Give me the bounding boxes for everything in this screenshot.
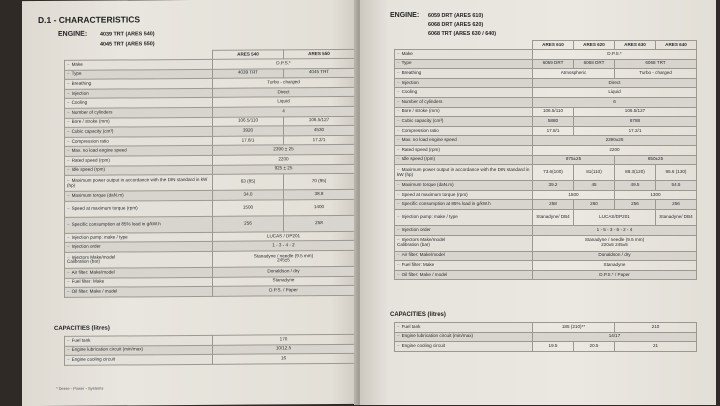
row-dash: – bbox=[397, 118, 400, 124]
row-dash: – bbox=[397, 146, 400, 152]
row-dash: – bbox=[67, 337, 70, 343]
spec-value: 70 (95) bbox=[284, 173, 355, 189]
row-dash: – bbox=[397, 79, 400, 85]
spec-row bbox=[395, 251, 697, 261]
row-dash: – bbox=[397, 70, 400, 76]
spec-value: D.P.S.* bbox=[533, 50, 697, 60]
row-dash: – bbox=[67, 279, 70, 285]
row-dash: – bbox=[397, 108, 400, 114]
spec-value: 4045 TRT bbox=[284, 68, 355, 78]
spec-label: – Number of cylinders bbox=[395, 97, 533, 107]
right-capacities-table bbox=[394, 322, 697, 352]
capacity-value: 21 bbox=[615, 342, 697, 352]
right-page bbox=[360, 0, 716, 405]
row-dash: – bbox=[67, 90, 70, 96]
spec-row bbox=[395, 88, 697, 98]
spec-value: 3920 bbox=[213, 126, 284, 136]
spec-row bbox=[395, 155, 697, 165]
spec-value: Donaldson / dry bbox=[213, 266, 355, 277]
spec-label: – Oil filter: Make / model bbox=[395, 270, 533, 280]
model-header: ARES 550 bbox=[284, 49, 355, 58]
spec-value: Liquid bbox=[213, 97, 355, 108]
row-dash: – bbox=[397, 271, 400, 277]
spec-value: 4039 TRT bbox=[213, 68, 284, 78]
spec-value: 39.2 bbox=[533, 181, 574, 191]
spec-value: 17.8/1 bbox=[533, 126, 574, 136]
spec-value: 2390±25 bbox=[533, 136, 697, 146]
row-dash: – bbox=[397, 166, 400, 172]
spec-value: Turbo - charged bbox=[213, 78, 355, 89]
row-dash: – bbox=[67, 61, 70, 67]
spec-label: – Compression ratio bbox=[395, 126, 533, 136]
spec-label: – Breathing bbox=[65, 79, 213, 90]
row-dash: – bbox=[397, 226, 400, 232]
capacity-value: 16 bbox=[213, 354, 355, 365]
spec-value: 54.5 bbox=[656, 181, 697, 191]
spec-label: – Bore / stroke (mm) bbox=[65, 117, 213, 128]
row-dash: – bbox=[67, 177, 70, 183]
row-dash: – bbox=[67, 221, 70, 227]
spec-value: 106.5/110 bbox=[533, 107, 574, 117]
left-capacities-table bbox=[64, 334, 355, 366]
spec-value: 925 ± 25 bbox=[213, 164, 355, 175]
spec-value: 1500 bbox=[533, 190, 615, 200]
spec-value: 6068 TRT bbox=[615, 59, 697, 69]
spec-value: 6788 bbox=[574, 117, 697, 127]
engine-line-right-3: 6068 TRT (ARES 630 / 640) bbox=[428, 31, 497, 37]
spec-row bbox=[395, 117, 697, 127]
engine-line-1: 4039 TRT (ARES 540) bbox=[100, 31, 155, 38]
row-dash: – bbox=[397, 191, 400, 197]
row-dash: – bbox=[397, 127, 400, 133]
left-spec-table bbox=[64, 49, 355, 298]
spec-value: LUCAS/DP201 bbox=[574, 209, 656, 225]
spec-value: 63 (85) bbox=[213, 174, 284, 190]
spec-row bbox=[395, 59, 697, 69]
spec-value: Stanadyne bbox=[213, 276, 355, 287]
left-page bbox=[22, 0, 358, 406]
spec-value: 258 bbox=[284, 215, 355, 231]
spec-row bbox=[395, 165, 697, 181]
spec-value: Donaldson / dry bbox=[533, 251, 697, 261]
spec-row bbox=[395, 235, 697, 251]
spec-value: 106.5/127 bbox=[574, 107, 697, 117]
spec-value: 260 bbox=[574, 200, 615, 210]
capacities-title-right: CAPACITIES (litres) bbox=[390, 312, 446, 318]
spec-label: – Engine lubrication circuit (min/max) bbox=[65, 345, 213, 356]
row-dash: – bbox=[397, 89, 400, 95]
row-dash: – bbox=[67, 347, 70, 353]
spec-label: – Injection pump: make / type bbox=[395, 209, 533, 225]
row-dash: – bbox=[397, 137, 400, 143]
spec-label: – Engine lubrication circuit (min/max) bbox=[395, 332, 533, 342]
spec-value: Turbo - charged bbox=[615, 69, 697, 79]
spec-label: – Injectors Make/model Calibration (bar) bbox=[395, 235, 533, 251]
row-dash: – bbox=[397, 323, 400, 329]
row-dash: – bbox=[67, 109, 70, 115]
engine-line-2: 4045 TRT (ARES 550) bbox=[100, 41, 155, 48]
spec-label: – Injection bbox=[395, 78, 533, 88]
spec-label: – Cubic capacity (cm³) bbox=[65, 126, 213, 137]
spec-row bbox=[395, 50, 697, 60]
engine-label: ENGINE: bbox=[58, 30, 88, 38]
spec-label: – Air filter: Make/model bbox=[395, 251, 533, 261]
row-dash: – bbox=[397, 343, 400, 349]
spec-value: 4530 bbox=[284, 126, 355, 136]
row-dash: – bbox=[67, 100, 70, 106]
spec-label: – Injection pump: make / type bbox=[65, 232, 213, 243]
spec-row bbox=[395, 126, 697, 136]
spec-label: – Oil filter: Make / model bbox=[65, 286, 213, 297]
spec-value: Stanadyne/ DB4 bbox=[656, 209, 697, 225]
spec-value: LUCAS / DP201 bbox=[213, 231, 355, 242]
engine-label-right: ENGINE: bbox=[390, 12, 420, 19]
spec-label: – Air filter: Make/model bbox=[65, 267, 213, 278]
row-dash: – bbox=[67, 128, 70, 134]
spec-label: – Type bbox=[65, 69, 213, 80]
spec-row bbox=[395, 107, 697, 117]
capacity-value: 170 bbox=[213, 334, 355, 345]
spec-label: – Specific consumption at 85% load in g/kW.h bbox=[65, 216, 213, 233]
spec-label: – Fuel tank bbox=[65, 335, 213, 346]
spec-label: – Rated speed (rpm) bbox=[65, 155, 213, 166]
spec-label: – Maximum power output in accordance with the DIN standard in kW (hp) bbox=[395, 165, 533, 181]
spec-label: – Engine cooling circuit bbox=[65, 355, 213, 366]
spec-row bbox=[395, 181, 697, 191]
spec-value: Stanadyne / needle (9.5 mm) 245±5 bbox=[213, 250, 355, 267]
spec-value: 875±25 bbox=[533, 155, 615, 165]
spec-label: – Injection order bbox=[395, 225, 533, 235]
capacity-value: 210 bbox=[615, 323, 697, 333]
row-dash: – bbox=[397, 237, 400, 243]
spec-label: – Idle speed (rpm) bbox=[395, 155, 533, 165]
spec-row bbox=[395, 190, 697, 200]
capacity-row bbox=[395, 332, 697, 342]
spec-row bbox=[395, 261, 697, 271]
spec-row bbox=[395, 270, 697, 280]
spec-label: – Make bbox=[395, 50, 533, 60]
row-dash: – bbox=[67, 288, 70, 294]
row-dash: – bbox=[67, 234, 70, 240]
capacity-row bbox=[65, 354, 355, 366]
spec-value: 38.8 bbox=[284, 189, 355, 199]
spec-label: – Type bbox=[395, 59, 533, 69]
spec-value: 2200 bbox=[533, 145, 697, 155]
spec-row bbox=[65, 285, 355, 297]
capacity-row bbox=[395, 342, 697, 352]
spec-value: 258 bbox=[533, 200, 574, 210]
spec-label: – Make bbox=[65, 59, 213, 70]
footnote: * Deere - Power - Systems bbox=[56, 385, 104, 391]
spec-label: – Bore / stroke (mm) bbox=[395, 107, 533, 117]
section-title: D.1 - CHARACTERISTICS bbox=[38, 14, 141, 26]
spec-value: 6068 DRT bbox=[574, 59, 615, 69]
spec-value: Direct bbox=[213, 87, 355, 98]
capacity-row bbox=[395, 323, 697, 333]
spec-value: 95.6 (130) bbox=[656, 165, 697, 181]
engine-line-right-2: 6068 DRT (ARES 620) bbox=[428, 22, 484, 28]
spec-value: 1500 bbox=[213, 200, 284, 216]
spec-label: – Max. no load engine speed bbox=[65, 146, 213, 157]
spec-row bbox=[395, 200, 697, 210]
spec-label: – Number of cylinders bbox=[65, 107, 213, 118]
spec-value: Direct bbox=[533, 78, 697, 88]
header-blank bbox=[395, 41, 533, 50]
spec-value: 73.6(100) bbox=[533, 165, 574, 181]
spec-value: 2390 ± 25 bbox=[213, 145, 355, 156]
row-dash: – bbox=[67, 254, 70, 260]
capacity-value: 14/17 bbox=[533, 332, 697, 342]
row-dash: – bbox=[67, 192, 70, 198]
spec-value: 45 bbox=[574, 181, 615, 191]
spec-label: – Rated speed (rpm) bbox=[395, 145, 533, 155]
spec-label: – Idle speed (rpm) bbox=[65, 165, 213, 176]
row-dash: – bbox=[67, 71, 70, 77]
spec-value: 81(110) bbox=[574, 165, 615, 181]
spec-value: 17.8/1 bbox=[213, 136, 284, 146]
spec-label: – Cubic capacity (cm³) bbox=[395, 117, 533, 127]
row-dash: – bbox=[397, 182, 400, 188]
spec-label: – Speed at maximum torque (rpm) bbox=[65, 200, 213, 217]
spec-label: – Fuel filter: Make bbox=[395, 261, 533, 271]
model-header: ARES 620 bbox=[574, 41, 615, 50]
spec-label: – Injection bbox=[65, 88, 213, 99]
spec-value: 6059 DRT bbox=[533, 59, 574, 69]
spec-label: – Cooling bbox=[65, 98, 213, 109]
row-dash: – bbox=[67, 119, 70, 125]
spec-label: – Compression ratio bbox=[65, 136, 213, 147]
spec-label: – Injectors Make/model Calibration (bar) bbox=[65, 251, 213, 268]
spec-value: 256 bbox=[656, 200, 697, 210]
spec-label: – Fuel filter: Make bbox=[65, 277, 213, 288]
spec-value: 1 - 5 - 3 - 6 - 2 - 4 bbox=[533, 225, 697, 235]
spec-value: 1 - 3 - 4 - 2 bbox=[213, 241, 355, 252]
row-dash: – bbox=[67, 356, 70, 362]
row-dash: – bbox=[67, 138, 70, 144]
spec-label: – Specific consumption at 85% load in g/kW.h bbox=[395, 200, 533, 210]
model-header-row bbox=[395, 41, 697, 50]
capacity-value: 10/12.5 bbox=[213, 344, 355, 355]
spec-value: Stanadyne bbox=[533, 261, 697, 271]
capacity-value: 19.5 bbox=[533, 342, 574, 352]
spec-label: – Maximum torque (daN.m) bbox=[65, 190, 213, 201]
spec-row bbox=[395, 69, 697, 79]
capacities-title: CAPACITIES (litres) bbox=[54, 325, 110, 332]
spec-row bbox=[395, 209, 697, 225]
row-dash: – bbox=[67, 148, 70, 154]
spec-value: 256 bbox=[615, 200, 656, 210]
spec-label: – Breathing bbox=[395, 69, 533, 79]
row-dash: – bbox=[397, 261, 400, 267]
row-dash: – bbox=[67, 157, 70, 163]
spec-value: 256 bbox=[213, 216, 284, 232]
row-dash: – bbox=[397, 156, 400, 162]
spec-value: 850±25 bbox=[615, 155, 697, 165]
spec-value: D.P.S. / Paper bbox=[213, 285, 355, 296]
spec-row bbox=[395, 225, 697, 235]
spec-value: 4 bbox=[213, 106, 355, 117]
spec-label: – Maximum power output in accordance with the DIN standard in kW (hp) bbox=[65, 174, 213, 191]
spec-value: 2200 bbox=[213, 154, 355, 165]
row-dash: – bbox=[67, 244, 70, 250]
model-header: ARES 630 bbox=[615, 41, 656, 50]
right-spec-table bbox=[394, 40, 697, 280]
spec-value: D.P.S.* bbox=[213, 58, 355, 69]
row-dash: – bbox=[397, 252, 400, 258]
row-dash: – bbox=[397, 60, 400, 66]
spec-value: 106.5/127 bbox=[284, 116, 355, 126]
spec-value: Stanadyne / needle (9.5 mm) 220±5 245±5 bbox=[533, 235, 697, 251]
spec-value: 34.0 bbox=[213, 190, 284, 200]
spec-value: 1400 bbox=[284, 199, 355, 215]
row-dash: – bbox=[67, 167, 70, 173]
row-dash: – bbox=[67, 205, 70, 211]
capacity-value: 20.5 bbox=[574, 342, 615, 352]
spec-label: – Cooling bbox=[395, 88, 533, 98]
model-header: ARES 640 bbox=[656, 41, 697, 50]
spec-value: 17.2/1 bbox=[284, 135, 355, 145]
spec-value: Atmospheric bbox=[533, 69, 615, 79]
spec-row bbox=[395, 145, 697, 155]
model-header: ARES 540 bbox=[213, 50, 284, 59]
spec-value: 5880 bbox=[533, 117, 574, 127]
spec-value: Liquid bbox=[533, 88, 697, 98]
spec-label: – Max. no load engine speed bbox=[395, 136, 533, 146]
spec-value: 17.2/1 bbox=[574, 126, 697, 136]
spec-row bbox=[395, 78, 697, 88]
spec-label: – Engine cooling circuit bbox=[395, 342, 533, 352]
spec-value: D.P.S.* / Paper bbox=[533, 270, 697, 280]
row-dash: – bbox=[397, 201, 400, 207]
spec-row bbox=[395, 97, 697, 107]
spec-value: Stanadyne/ DB4 bbox=[533, 209, 574, 225]
row-dash: – bbox=[397, 50, 400, 56]
spec-row bbox=[395, 136, 697, 146]
row-dash: – bbox=[67, 80, 70, 86]
spec-value: 49.5 bbox=[615, 181, 656, 191]
spec-value: 106.5/110 bbox=[213, 116, 284, 126]
row-dash: – bbox=[397, 98, 400, 104]
row-dash: – bbox=[397, 214, 400, 219]
engine-line-right-1: 6059 DRT (ARES 610) bbox=[428, 13, 484, 19]
spec-label: – Injection order bbox=[65, 242, 213, 253]
spec-label: – Speed at maximum torque (rpm) bbox=[395, 190, 533, 200]
spec-value: 6 bbox=[533, 97, 697, 107]
spec-label: – Fuel tank bbox=[395, 323, 533, 333]
row-dash: – bbox=[397, 333, 400, 339]
model-header: ARES 610 bbox=[533, 41, 574, 50]
capacity-value: 185 (210)** bbox=[533, 323, 615, 333]
row-dash: – bbox=[67, 269, 70, 275]
spec-value: 1300 bbox=[615, 190, 697, 200]
spec-value: 88.3(120) bbox=[615, 165, 656, 181]
spec-label: – Maximum torque (daN.m) bbox=[395, 181, 533, 191]
